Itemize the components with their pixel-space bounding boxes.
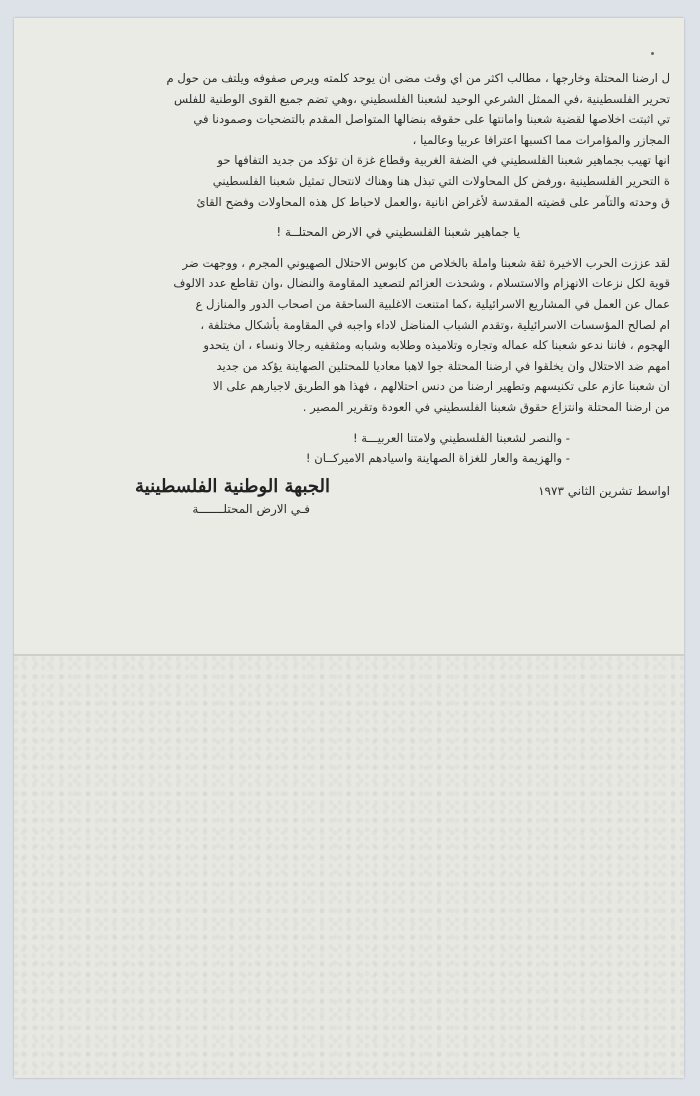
body-line: ة التحرير الفلسطينية ،ورفض كل المحاولات التي تبذل هنا وهناك لانتحال تمثيل شعبنا الفلسطيني [212, 173, 670, 188]
body-line: امهم ضد الاحتلال وان يخلقوا في ارضنا المحتلة جوا لاهبا معاديا للمحتلين الصهاينة يؤكد من جديد [216, 358, 670, 373]
document-date: اواسط تشرين الثاني ١٩٧٣ [538, 484, 670, 498]
document-body [26, 68, 670, 469]
body-line: تحرير الفلسطينية ،في الممثل الشرعي الوحيد لشعبنا الفلسطيني ،وهي تضم جميع القوى الوطنية للفلس [174, 91, 670, 106]
body-line: المجازر والمؤامرات مما اكسبها اعترافا عربيا وعالميا ، [412, 132, 670, 147]
organization-place: فـي الارض المحتلـــــــة [192, 502, 310, 516]
section-heading: يا جماهير شعبنا الفلسطيني في الارض المحتلــة ! [276, 225, 520, 240]
signature-block [26, 476, 670, 546]
body-line: تي اثبتت اخلاصها لقضية شعبنا وامانتها على حقوقه بنضالها المتواصل المقدم بالتضحيات وصمودنا في [193, 112, 670, 127]
body-line: قوية لكل نزعات الانهزام والاستسلام ، وشحذت العزائم لتصعيد المقاومة والنضال ،وان تقاطع عدد الالوف [173, 276, 670, 291]
body-line: ل ارضنا المحتلة وخارجها ، مطالب اكثر من اي وقت مضى ان يوحد كلمته ويرص صفوفه ويلتف من حول م [166, 71, 670, 85]
organization-name: الجبهة الوطنية الفلسطينية [135, 476, 330, 497]
body-line: ان شعبنا عازم على تكنيسهم وتطهير ارضنا من دنس احتلالهم ، فهذا هو الطريق لاجبارهم على الا [212, 379, 670, 394]
body-line: عمال عن العمل في المشاريع الاسرائيلية ،كما امتنعت الاغلبية الساحقة من اصحاب الدور والمنازل ع [195, 296, 670, 311]
body-line: ق وحدته والتآمر على قضيته المقدسة لأغراض انانية ،والعمل لاحباط كل هذه المحاولات وفضح القائ [196, 194, 670, 209]
paper-lower-blank [14, 654, 684, 1078]
body-line: الهجوم ، فاننا ندعو شعبنا كله عماله وتجاره وتلاميذه وطلابه وشبابه ومثقفيه رجالا ونساء ، ان يتحدو [203, 338, 670, 353]
document-page [14, 18, 684, 1078]
slogan-line: - والهزيمة والعار للغزاة الصهاينة واسيادهم الاميركــان ! [305, 451, 570, 466]
slogan-line: - والنصر لشعبنا الفلسطيني ولامتنا العربيـــة ! [352, 430, 570, 445]
body-line: من ارضنا المحتلة وانتزاع حقوق شعبنا الفلسطيني في العودة وتقرير المصير . [302, 399, 670, 414]
body-line: انها تهيب بجماهير شعبنا الفلسطيني في الضفة الغربية وقطاع غزة ان تؤكد من جديد التفافها حو [217, 153, 670, 168]
body-line: ام لصالح المؤسسات الاسرائيلية ،وتقدم الشباب المناضل لاداء واجبه في المقاومة بأشكال مختلفة ، [200, 317, 670, 332]
paper-mark [651, 52, 654, 55]
body-line: لقد عززت الحرب الاخيرة ثقة شعبنا واملة بالخلاص من كابوس الاحتلال الصهيوني المجرم ، ووجهت ضر [182, 255, 670, 270]
